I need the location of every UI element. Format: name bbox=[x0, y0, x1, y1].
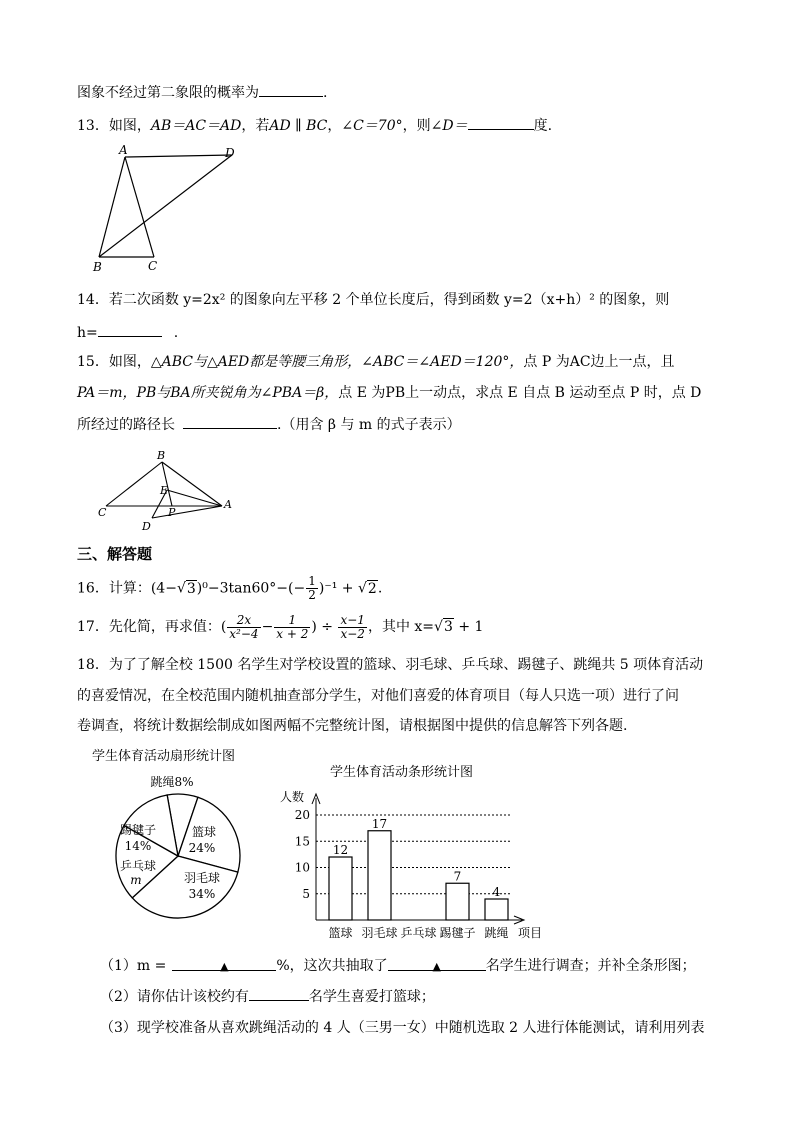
q13-seg-BD bbox=[99, 155, 232, 257]
bar-chart-title: 学生体育活动条形统计图 bbox=[330, 765, 474, 780]
q17-sqrt3: 3 bbox=[443, 619, 453, 635]
q16-expr-a: (4− bbox=[150, 580, 177, 597]
pie-chart-title: 学生体育活动扇形统计图 bbox=[92, 749, 236, 764]
q16-number: 16．计算： bbox=[77, 580, 151, 597]
q13-cond2: AD ∥ BC bbox=[269, 118, 328, 134]
q13-seg-AD bbox=[125, 155, 232, 157]
q15-cond3: PA＝m，PB与BA所夹锐角为∠PBA＝β， bbox=[77, 385, 339, 401]
q15-label-E: E bbox=[160, 484, 169, 497]
pie-value-1: 24% bbox=[188, 841, 216, 855]
q17-div: ) ÷ bbox=[311, 619, 338, 635]
q13-cond1: AB＝AC＝AD bbox=[150, 118, 242, 134]
bar-category-0: 篮球 bbox=[328, 926, 353, 940]
pie-value-2: 34% bbox=[188, 887, 216, 901]
bar-category-2: 乒乓球 bbox=[400, 926, 437, 940]
q18-sub1 bbox=[100, 956, 696, 976]
bar-ytick-1: 10 bbox=[294, 860, 310, 875]
q18-count-triangle: ▲ bbox=[432, 960, 441, 973]
q13-mid: ，若 bbox=[241, 118, 270, 134]
q13-number: 13．如图， bbox=[77, 118, 151, 134]
q16-expr-c: )⁰−3tan60°−(− bbox=[196, 580, 306, 597]
bar-1 bbox=[368, 831, 391, 920]
q15-line2 bbox=[77, 383, 701, 403]
pie-label-2: 羽毛球 bbox=[183, 871, 221, 885]
q18-sub1-c: 名学生进行调查；并补全条形图； bbox=[485, 958, 696, 974]
q17-f2-den: x + 2 bbox=[276, 626, 309, 641]
q16-frac-den: 2 bbox=[308, 588, 316, 602]
q16-sqrt3: 3 bbox=[186, 580, 196, 597]
q12-tail-text: 图象不经过第二象限的概率为 bbox=[77, 85, 259, 101]
bar-ytick-0: 5 bbox=[302, 886, 310, 901]
q18-m-triangle: ▲ bbox=[220, 960, 229, 973]
q17-tail: ，其中 x= bbox=[367, 619, 435, 635]
q15-cond4: 点 E 为PB上一动点，求点 E 自点 B 运动至点 P 时，点 D bbox=[338, 385, 702, 401]
q13-ask: ∠D＝ bbox=[430, 118, 468, 134]
q18-basketball-blank[interactable] bbox=[249, 986, 309, 1001]
pie-label-4: 踢毽子 bbox=[119, 823, 157, 837]
section-heading: 三、解答题 bbox=[77, 545, 153, 563]
bar-ytick-2: 15 bbox=[294, 834, 310, 849]
q15-seg-EA bbox=[167, 490, 222, 506]
q15-end: .（用含 β 与 m 的式子表示） bbox=[277, 417, 461, 433]
q16-end: . bbox=[377, 580, 383, 597]
q16-line: 16．计算：(4−√3)⁰−3tan60°−(− $\frac{1}{2}$ )⁻¹ + √2. bbox=[77, 574, 383, 602]
q17-number: 17．先化简，再求值：( bbox=[77, 619, 227, 635]
q17-f1-num: 2x bbox=[227, 614, 260, 628]
q13-end: 度. bbox=[533, 118, 553, 134]
q12-answer-blank[interactable] bbox=[259, 82, 323, 97]
pie-label-3: 乒乓球 bbox=[119, 859, 157, 873]
q15-label-A: A bbox=[224, 498, 232, 511]
q13-seg-AB bbox=[99, 157, 125, 257]
q16-sqrt2: 2 bbox=[367, 580, 377, 597]
q14-line2 bbox=[77, 322, 178, 343]
bar-value-label-0: 12 bbox=[332, 843, 349, 857]
pie-label-0: 跳绳8% bbox=[150, 775, 194, 789]
q13-line bbox=[77, 115, 552, 136]
q15-label-C: C bbox=[98, 506, 107, 519]
q14-end: . bbox=[173, 325, 179, 341]
bar-ytick-3: 20 bbox=[294, 808, 310, 822]
q13-mid2: ， bbox=[327, 118, 342, 134]
q14-answer-blank[interactable] bbox=[98, 322, 162, 337]
q15-cond1: △ABC与△AED都是等腰三角形，∠ABC＝∠AED＝120°， bbox=[150, 354, 524, 370]
q14-text: 14．若二次函数 y=2x² 的图象向左平移 2 个单位长度后，得到函数 y=2（x+h）² 的图象，则 bbox=[77, 292, 670, 308]
bar-category-1: 羽毛球 bbox=[361, 926, 398, 940]
bar-value-label-1: 17 bbox=[371, 816, 388, 831]
bar-4 bbox=[485, 899, 508, 920]
q15-ask: 所经过的路径长 bbox=[77, 417, 175, 433]
q15-label-B: B bbox=[157, 449, 166, 462]
q17-f2-num: 1 bbox=[274, 614, 310, 628]
pie-value-3: m bbox=[130, 873, 142, 887]
q13-answer-blank[interactable] bbox=[468, 115, 534, 130]
q17-f3-den: x−2 bbox=[340, 626, 365, 641]
q17-minus: − bbox=[261, 619, 274, 635]
bar-value-label-3: 7 bbox=[453, 869, 462, 884]
bar-0 bbox=[329, 857, 352, 920]
pie-chart bbox=[84, 742, 254, 942]
q13-label-D: D bbox=[225, 146, 235, 160]
q17-frac2 bbox=[274, 614, 310, 641]
q18-sub1-a: （1）m = bbox=[100, 958, 167, 974]
q15-seg-CB bbox=[106, 462, 162, 506]
q16-frac-num: 1 bbox=[308, 574, 316, 588]
q13-mid3: ，则 bbox=[402, 118, 431, 134]
q15-line3 bbox=[77, 414, 461, 435]
q16-fraction bbox=[306, 575, 318, 602]
q17-frac1 bbox=[227, 614, 260, 641]
q18-sub1-b: %，这次共抽取了 bbox=[276, 958, 388, 974]
q15-answer-blank[interactable] bbox=[183, 414, 277, 429]
bar-3 bbox=[446, 883, 469, 920]
q15-cond2: 点 P 为AC边上一点，且 bbox=[523, 354, 675, 370]
q18-sub2-b: 名学生喜爱打篮球； bbox=[308, 989, 435, 1005]
q13-label-C: C bbox=[148, 259, 158, 273]
bar-chart bbox=[272, 760, 543, 950]
q18-count-blank[interactable] bbox=[388, 956, 486, 971]
q13-seg-AC bbox=[125, 157, 154, 257]
q17-f1-den: x²−4 bbox=[229, 626, 259, 641]
q15-label-P: P bbox=[168, 506, 176, 519]
q13-label-B: B bbox=[93, 260, 102, 274]
q12-tail-line bbox=[77, 82, 327, 103]
pie-label-1: 篮球 bbox=[191, 825, 217, 839]
pie-value-4: 14% bbox=[124, 839, 152, 853]
q13-cond3: ∠C＝70° bbox=[341, 118, 403, 134]
q17-tail2: + 1 bbox=[453, 619, 484, 635]
q18-line3: 卷调查，将统计数据绘制成如图两幅不完整统计图，请根据图中提供的信息解答下列各题. bbox=[77, 718, 628, 734]
q17-frac3 bbox=[338, 614, 366, 641]
q13-figure bbox=[88, 143, 248, 275]
q15-number: 15．如图， bbox=[77, 354, 151, 370]
q12-end: . bbox=[323, 85, 328, 101]
q15-figure bbox=[94, 448, 244, 534]
q15-line1 bbox=[77, 352, 675, 372]
q18-m-blank[interactable] bbox=[172, 956, 276, 971]
q15-label-D: D bbox=[142, 520, 151, 533]
bar-value-label-4: 4 bbox=[492, 885, 501, 899]
q17-line: 17．先化简，再求值：( $\frac{2x}{\text{x²−4}}$ − $\frac{1}{x + 2}$ ) ÷ $\frac{x-1}{x-2}$ ，其中 x=√3 + 1 bbox=[77, 612, 484, 641]
q18-line1: 18．为了了解全校 1500 名学生对学校设置的篮球、羽毛球、乒乓球、踢毽子、跳绳共 5 项体育活动 bbox=[77, 657, 704, 673]
q18-sub3: （3）现学校准备从喜欢跳绳活动的 4 人（三男一女）中随机选取 2 人进行体能测试，请利用列表 bbox=[100, 1020, 705, 1036]
q18-sub2 bbox=[100, 986, 435, 1007]
q15-seg-DA bbox=[152, 506, 222, 518]
q14-h-label: h= bbox=[77, 325, 98, 341]
bar-category-4: 跳绳 bbox=[484, 926, 509, 940]
q18-sub2-a: （2）请你估计该校约有 bbox=[100, 989, 249, 1005]
bar-chart-ylabel: 人数 bbox=[280, 790, 305, 804]
bar-chart-xlabel: 项目 bbox=[518, 926, 543, 940]
q13-label-A: A bbox=[119, 143, 128, 157]
q17-f3-num: x−1 bbox=[340, 612, 365, 627]
q14-line1 bbox=[77, 290, 669, 310]
bar-category-3: 踢毽子 bbox=[439, 926, 476, 940]
q16-expr-d: )⁻¹ + bbox=[318, 580, 358, 597]
q18-line2: 的喜爱情况，在全校范围内随机抽查部分学生，对他们喜爱的体育项目（每人只选一项）进行了问 bbox=[77, 688, 679, 704]
